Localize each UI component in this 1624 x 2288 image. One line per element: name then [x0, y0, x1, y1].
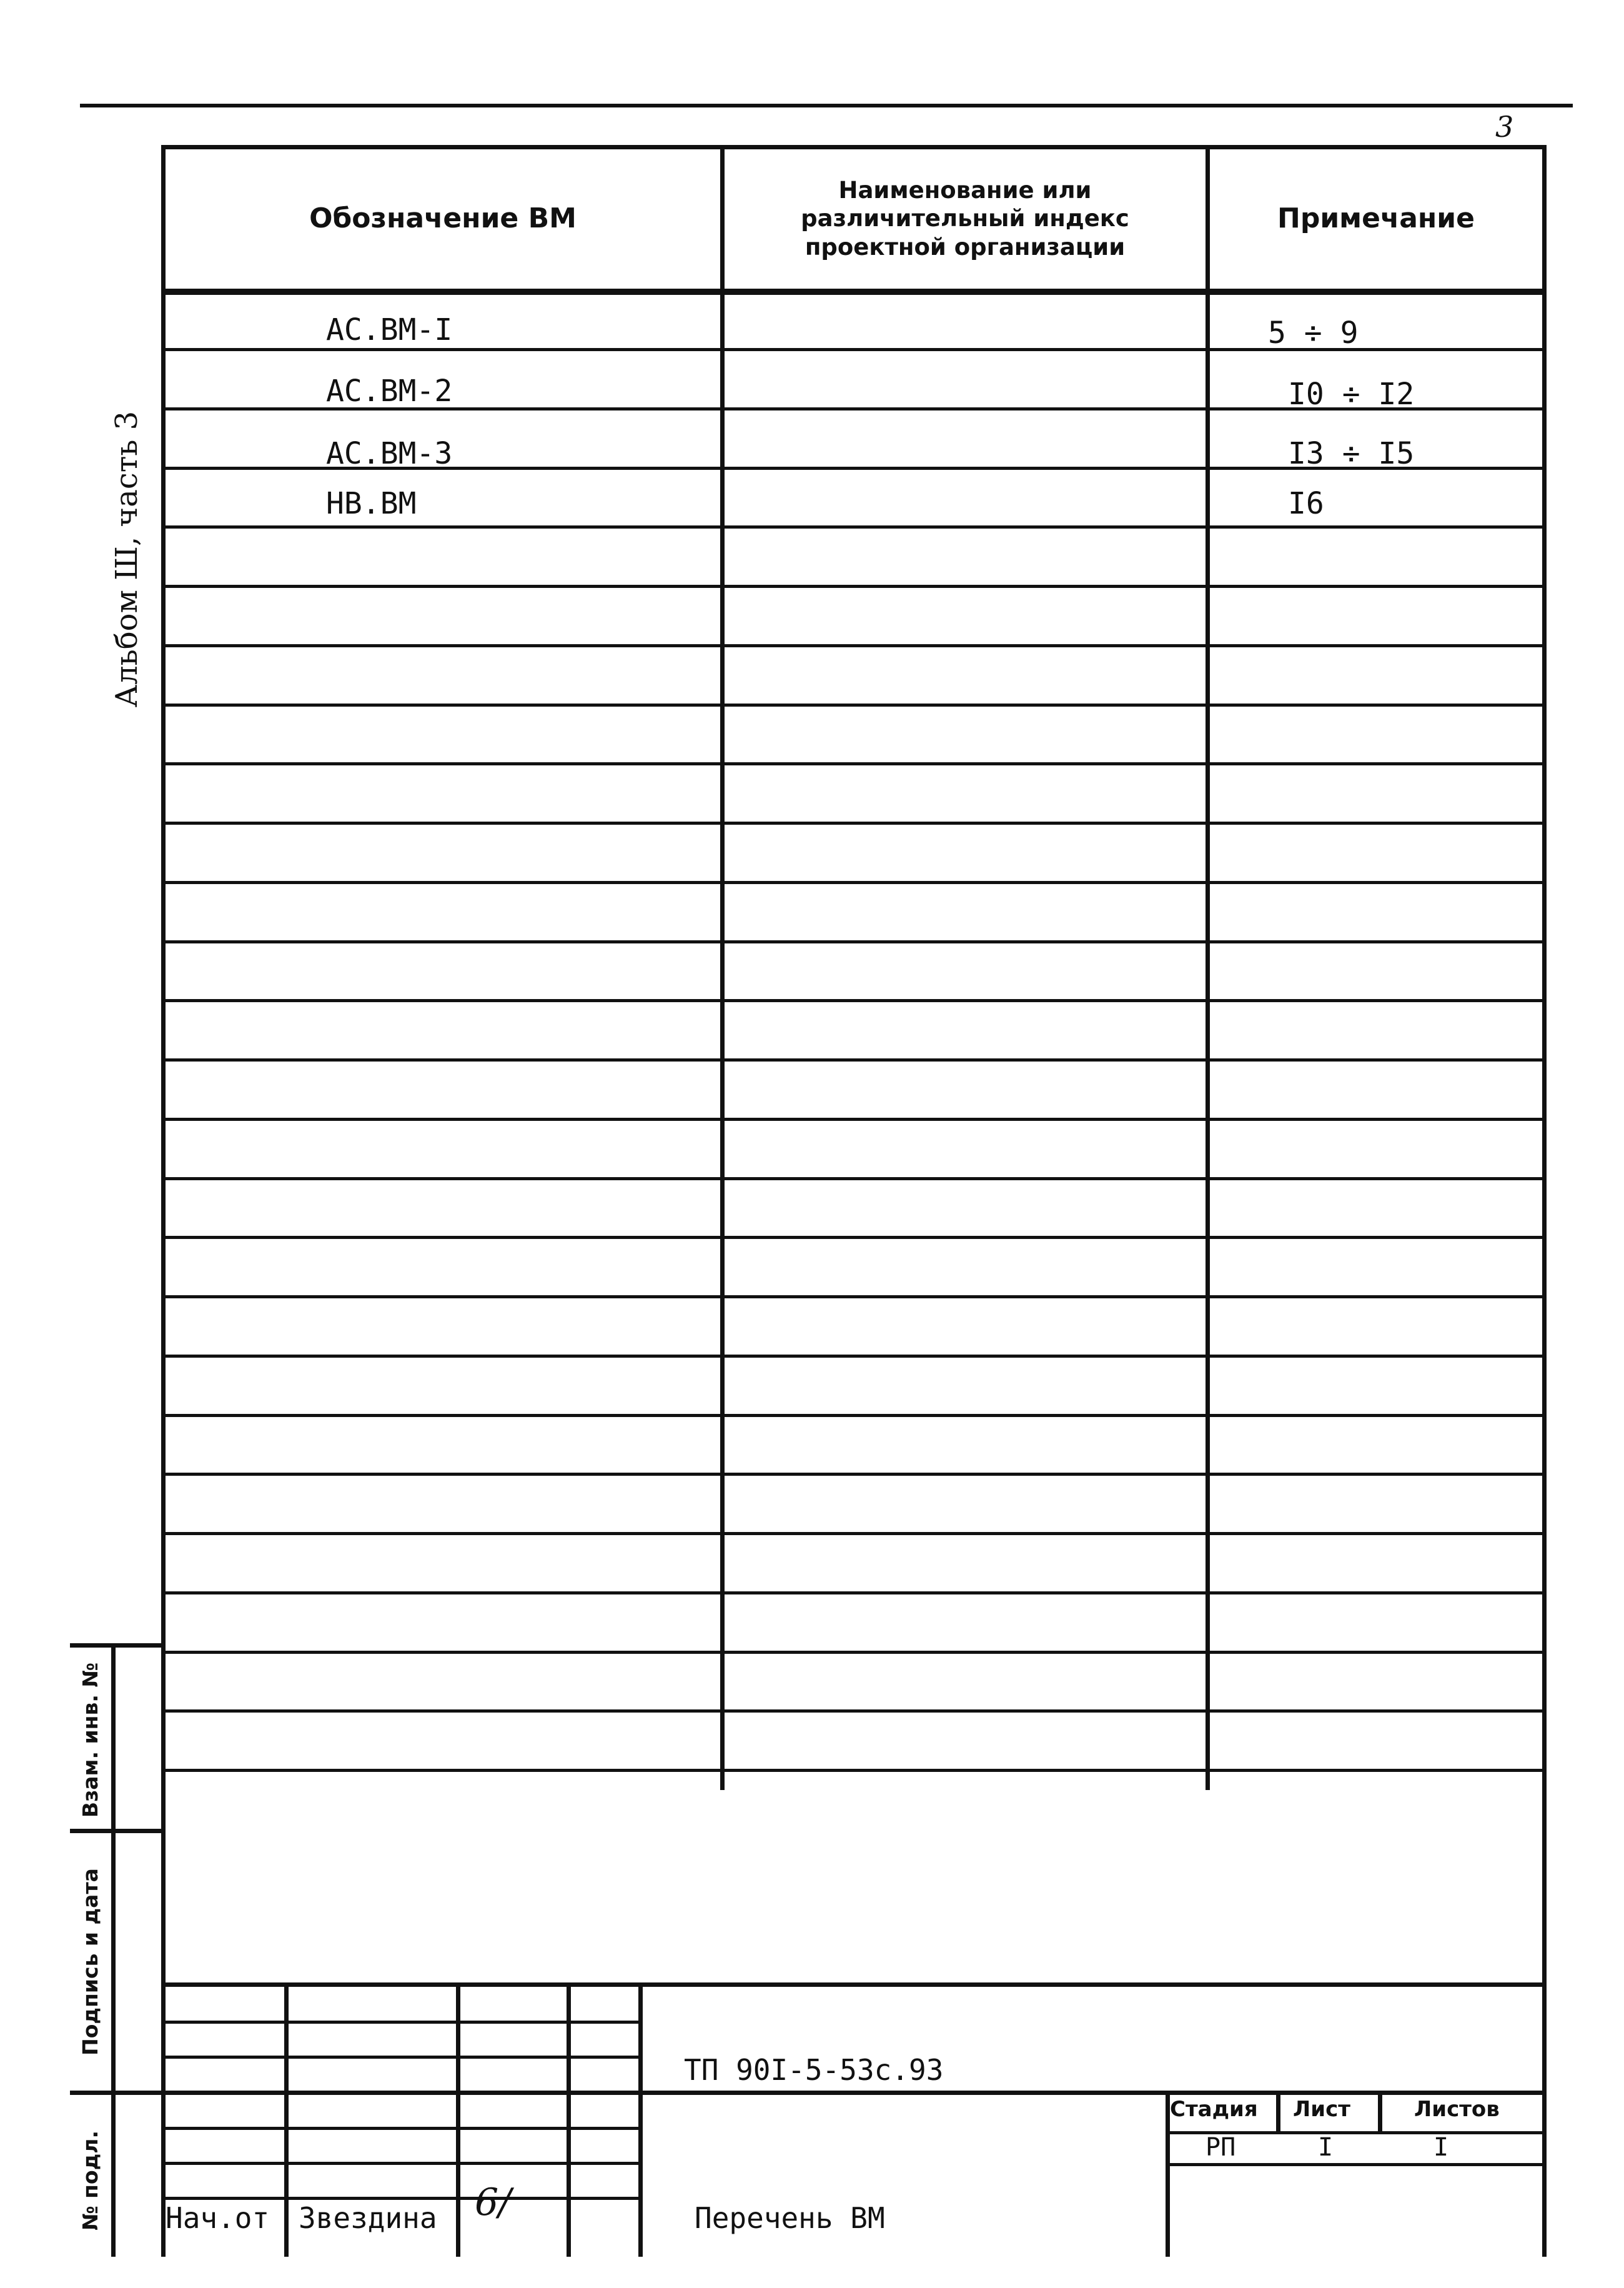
- document-code-divider: [638, 2091, 1547, 2095]
- replacement-inventory-label: Взам. инв. №: [78, 1662, 102, 1818]
- row-line: [161, 525, 1547, 529]
- title-block-col-4: [638, 1982, 643, 2257]
- row-3-note: I3 ÷ I5: [1288, 436, 1415, 471]
- row-line: [161, 999, 1547, 1002]
- spine-caption: Альбом Ш, часть 3: [109, 410, 144, 708]
- title-block-col-1: [284, 1982, 289, 2257]
- row-line: [161, 1532, 1547, 1535]
- title-block-col-2: [456, 1982, 460, 2257]
- row-line: [161, 704, 1547, 707]
- row-line: [161, 1473, 1547, 1476]
- row-line: [161, 1591, 1547, 1594]
- stage-value: РП: [1206, 2133, 1236, 2162]
- signature: 6/: [475, 2181, 512, 2224]
- original-inventory-label: № подл.: [78, 2130, 102, 2231]
- stamp-cell-divider-1: [1276, 2091, 1280, 2134]
- stamp-cell-divider-2: [1378, 2091, 1382, 2134]
- row-line: [161, 1355, 1547, 1358]
- title-block-col-3: [567, 1982, 571, 2257]
- row-2-designation: АС.ВМ-2: [326, 374, 453, 409]
- row-line: [161, 1414, 1547, 1417]
- row-line: [161, 762, 1547, 765]
- row-1-designation: АС.ВМ-I: [326, 312, 453, 347]
- top-rule: [80, 104, 1573, 107]
- stamp-cell-left: [1166, 2091, 1170, 2257]
- row-line: [161, 1295, 1547, 1298]
- row-4-designation: НВ.ВМ: [326, 486, 417, 521]
- row-line: [161, 644, 1547, 647]
- row-line: [161, 1769, 1547, 1772]
- row-line: [161, 1177, 1547, 1180]
- header-note: Примечание: [1277, 202, 1475, 235]
- stage-label: Стадия: [1170, 2097, 1258, 2122]
- stamp-column: [111, 1643, 116, 2257]
- stamp-cell-row-divider-2: [1166, 2163, 1547, 2166]
- header-designation: Обозначение ВМ: [309, 202, 577, 235]
- row-1-note: 5 ÷ 9: [1268, 316, 1359, 351]
- position-label: Нач.от: [166, 2201, 270, 2235]
- row-3-designation: АС.ВМ-3: [326, 436, 453, 471]
- column-divider-1: [720, 145, 725, 1790]
- header-divider: [161, 289, 1547, 295]
- sheet-label: Лист: [1293, 2097, 1350, 2122]
- person-name: Звездина: [299, 2201, 437, 2235]
- sheet-value: I: [1318, 2133, 1334, 2162]
- row-2-note: I0 ÷ I2: [1288, 377, 1415, 412]
- header-organization: Наименование или различительный индекс проектной организации: [801, 177, 1129, 261]
- sheets-value: I: [1433, 2133, 1449, 2162]
- row-line: [161, 1058, 1547, 1062]
- document-title: Перечень ВМ: [695, 2201, 885, 2235]
- signature-date-label: Подпись и дата: [78, 1868, 102, 2056]
- row-line: [161, 1236, 1547, 1239]
- row-line: [161, 1709, 1547, 1713]
- sheets-label: Листов: [1414, 2097, 1500, 2122]
- document-code: ТП 90I-5-53с.93: [684, 2053, 944, 2087]
- row-line: [161, 1118, 1547, 1121]
- row-line: [161, 1651, 1547, 1654]
- column-divider-2: [1206, 145, 1210, 1790]
- row-line: [161, 881, 1547, 884]
- row-line: [161, 585, 1547, 588]
- page-number: 3: [1495, 110, 1514, 144]
- row-line: [161, 822, 1547, 825]
- title-block-top: [161, 1982, 1547, 1987]
- row-line: [161, 940, 1547, 943]
- row-4-note: I6: [1288, 486, 1324, 521]
